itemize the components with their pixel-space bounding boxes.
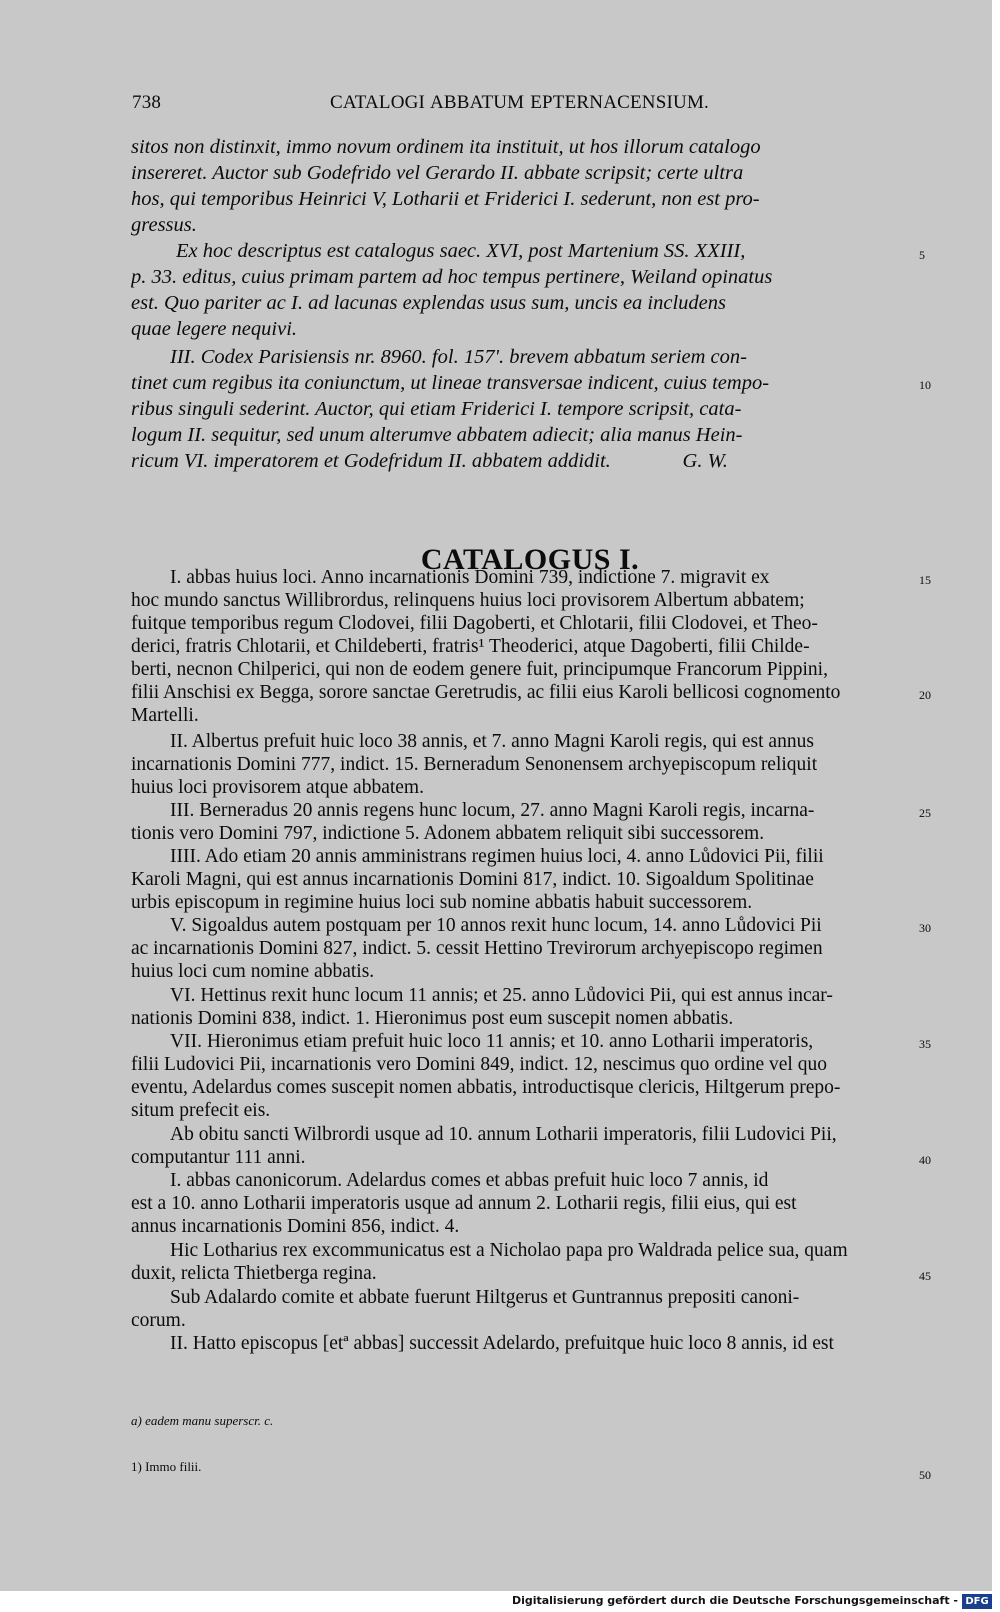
body-line: situm prefecit eis. bbox=[131, 1100, 271, 1121]
body-line: I. abbas canonicorum. Adelardus comes et abbas prefuit huic loco 7 annis, id bbox=[170, 1170, 769, 1191]
line-number: 40 bbox=[919, 1153, 931, 1167]
intro-line: logum II. sequitur, sed unum alterumve abbatem adiecit; alia manus Hein- bbox=[131, 424, 743, 446]
body-line: eventu, Adelardus comes suscepit nomen abbatis, introductisque clericis, Hiltgerum prepo- bbox=[131, 1077, 841, 1098]
body-line: Karoli Magni, qui est annus incarnationis Domini 817, indict. 10. Sigoaldum Spolitinae bbox=[131, 869, 814, 890]
intro-line: Ex hoc descriptus est catalogus saec. XVI, post Martenium SS. XXIII, bbox=[176, 240, 746, 262]
body-line: V. Sigoaldus autem postquam per 10 annos rexit hunc locum, 14. anno Lůdovici Pii bbox=[170, 915, 822, 936]
intro-line: tinet cum regibus ita coniunctum, ut lineae transversae indicent, cuius tempo- bbox=[131, 372, 770, 394]
body-line: huius loci provisorem atque abbatem. bbox=[131, 777, 424, 798]
body-line: berti, necnon Chilperici, qui non de eodem genere fuit, principumque Francorum Pippini, bbox=[131, 659, 828, 680]
dfg-logo: DFG bbox=[962, 1594, 992, 1609]
footnote-1: 1) Immo filii. bbox=[131, 1459, 202, 1474]
body-line: hoc mundo sanctus Willibrordus, relinquens huius loci provisorem Albertum abbatem; bbox=[131, 590, 805, 611]
body-line: Ab obitu sancti Wilbrordi usque ad 10. annum Lotharii imperatoris, filii Ludovici Pii, bbox=[170, 1124, 837, 1145]
body-line: urbis episcopum in regimine huius loci sub nomine abbatis habuit successorem. bbox=[131, 892, 753, 913]
body-line: derici, fratris Chlotarii, et Childeberti, fratris¹ Theoderici, atque Dagoberti, filii Childe- bbox=[131, 636, 810, 657]
intro-line: III. Codex Parisiensis nr. 8960. fol. 157'. brevem abbatum seriem con- bbox=[170, 346, 747, 368]
body-line: ac incarnationis Domini 827, indict. 5. cessit Hettino Trevirorum archyepiscopo regimen bbox=[131, 938, 823, 959]
intro-line: ribus singuli sederint. Auctor, qui etiam Friderici I. tempore scripsit, cata- bbox=[131, 398, 742, 420]
intro-line: est. Quo pariter ac I. ad lacunas explendas usus sum, uncis ea includens bbox=[131, 292, 726, 314]
body-line: huius loci cum nomine abbatis. bbox=[131, 961, 375, 982]
intro-line: hos, qui temporibus Heinrici V, Lotharii et Friderici I. sederunt, non est pro- bbox=[131, 188, 760, 210]
body-line: Martelli. bbox=[131, 705, 199, 726]
section-heading: CATALOGUS I. bbox=[420, 543, 640, 576]
line-number: 15 bbox=[919, 573, 931, 587]
funding-credit: Digitalisierung gefördert durch die Deutsche Forschungsgemeinschaft - bbox=[511, 1594, 958, 1607]
intro-line: gressus. bbox=[131, 214, 197, 236]
body-line: VII. Hieronimus etiam prefuit huic loco 11 annis; et 10. anno Lotharii imperatoris, bbox=[170, 1031, 814, 1052]
body-line: III. Berneradus 20 annis regens hunc locum, 27. anno Magni Karoli regis, incarna- bbox=[170, 800, 815, 821]
body-line: II. Hatto episcopus [etª abbas] successit Adelardo, prefuitque huic loco 8 annis, id est bbox=[170, 1333, 834, 1354]
intro-line: ricum VI. imperatorem et Godefridum II. abbatem addidit. G. W. bbox=[131, 450, 728, 472]
line-number: 35 bbox=[919, 1037, 931, 1051]
body-line: I. abbas huius loci. Anno incarnationis Domini 739, indictione 7. migravit ex bbox=[170, 567, 770, 588]
intro-line: quae legere nequivi. bbox=[131, 318, 298, 340]
body-line: filii Ludovici Pii, incarnationis vero Domini 849, indict. 12, nescimus quo ordine vel quo bbox=[131, 1054, 827, 1075]
body-line: Sub Adalardo comite et abbate fuerunt Hiltgerus et Guntrannus prepositi canoni- bbox=[170, 1287, 800, 1308]
line-number: 10 bbox=[919, 378, 931, 392]
body-line: tionis vero Domini 797, indictione 5. Adonem abbatem reliquit sibi successorem. bbox=[131, 823, 765, 844]
body-line: fuitque temporibus regum Clodovei, filii Dagoberti, et Chlotarii, filii Clodovei, et Theo- bbox=[131, 613, 818, 634]
line-number: 25 bbox=[919, 806, 931, 820]
line-number: 5 bbox=[919, 248, 925, 262]
footnote-a: a) eadem manu superscr. c. bbox=[131, 1413, 274, 1428]
body-line: II. Albertus prefuit huic loco 38 annis, et 7. anno Magni Karoli regis, qui est annus bbox=[170, 731, 814, 752]
intro-line: insereret. Auctor sub Godefrido vel Gerardo II. abbate scripsit; certe ultra bbox=[131, 162, 744, 184]
body-line: duxit, relicta Thietberga regina. bbox=[131, 1263, 377, 1284]
body-line: IIII. Ado etiam 20 annis amministrans regimen huius loci, 4. anno Lůdovici Pii, filii bbox=[170, 846, 824, 867]
line-number: 50 bbox=[919, 1468, 931, 1482]
body-line: corum. bbox=[131, 1310, 186, 1331]
body-line: VI. Hettinus rexit hunc locum 11 annis; et 25. anno Lůdovici Pii, qui est annus incar- bbox=[170, 985, 833, 1006]
body-line: est a 10. anno Lotharii imperatoris usque ad annum 2. Lotharii regis, filii eius, qui est bbox=[131, 1193, 797, 1214]
line-number: 45 bbox=[919, 1269, 931, 1283]
intro-line: p. 33. editus, cuius primam partem ad hoc tempus pertinere, Weiland opinatus bbox=[131, 266, 773, 288]
body-line: Hic Lotharius rex excommunicatus est a Nicholao papa pro Waldrada pelice sua, quam bbox=[170, 1240, 848, 1261]
body-line: incarnationis Domini 777, indict. 15. Berneradum Senonensem archyepiscopum reliquit bbox=[131, 754, 818, 775]
page-number: 738 bbox=[132, 92, 162, 113]
running-title: CATALOGI ABBATUM EPTERNACENSIUM. bbox=[330, 92, 709, 113]
intro-line: sitos non distinxit, immo novum ordinem ita instituit, ut hos illorum catalogo bbox=[131, 136, 761, 158]
body-line: nationis Domini 838, indict. 1. Hieronimus post eum suscepit nomen abbatis. bbox=[131, 1008, 734, 1029]
body-line: annus incarnationis Domini 856, indict. 4. bbox=[131, 1216, 460, 1237]
line-number: 20 bbox=[919, 688, 931, 702]
line-number: 30 bbox=[919, 921, 931, 935]
body-line: filii Anschisi ex Begga, sorore sanctae Geretrudis, ac filii eius Karoli bellicosi cognomento bbox=[131, 682, 841, 703]
body-line: computantur 111 anni. bbox=[131, 1147, 306, 1168]
